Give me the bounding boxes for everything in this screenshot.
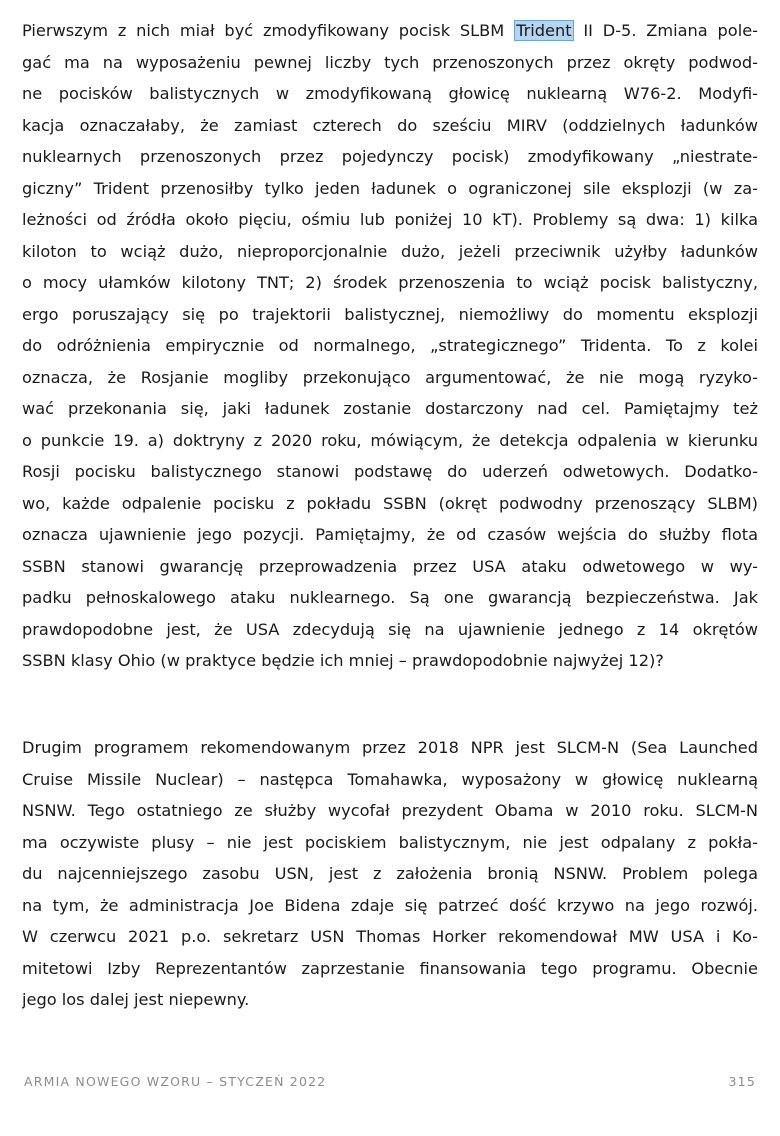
- text-run: II D-5. Zmiana pole-: [573, 21, 758, 40]
- text-line: giczny” Trident przenosiłby tylko jeden ładunek o ograniczonej sile eksplozji (w za-: [22, 178, 758, 198]
- text-line: Drugim programem rekomendowanym przez 2018 NPR jest SLCM-N (Sea Launched: [22, 738, 758, 757]
- text-line: SSBN stanowi gwarancję przeprowadzenia przez USA ataku odwetowego w wy-: [22, 556, 758, 576]
- text-line: leżności od źródła około pięciu, ośmiu lub poniżej 10 kT). Problemy są dwa: 1) kilka: [22, 210, 758, 229]
- text-line: ne pocisków balistycznych w zmodyfikowaną głowicę nuklearną W76-2. Modyfi-: [22, 84, 758, 103]
- paragraph-2: [22, 732, 758, 1016]
- text-line: ma oczywiste plusy – nie jest pociskiem balistycznym, nie jest odpalany z pokła-: [22, 832, 758, 852]
- text-line: o punkcie 19. a) doktryny z 2020 roku, mówiącym, że detekcja odpalenia w kierunku: [22, 430, 758, 450]
- text-line: prawdopodobne jest, że USA zdecydują się na ujawnienie jednego z 14 okrętów: [22, 619, 758, 639]
- text-line: wać przekonania się, jaki ładunek zostanie dostarczony nad cel. Pamiętajmy też: [22, 399, 758, 418]
- text-line: Cruise Missile Nuclear) – następca Tomahawka, wyposażony w głowicę nuklearną: [22, 769, 758, 789]
- paragraph-1: [22, 15, 758, 677]
- text-line: gać ma na wyposażeniu pewnej liczby tych przenoszonych przez okręty podwod-: [22, 52, 758, 72]
- text-line: do odróżnienia empirycznie od normalnego, „strategicznego” Tridenta. To z kolei: [22, 336, 758, 355]
- text-line: nuklearnych przenoszonych przez pojedynczy pocisk) zmodyfikowany „niestrate-: [22, 147, 758, 166]
- text-line: kacja oznaczałaby, że zamiast czterech do sześciu MIRV (oddzielnych ładunków: [22, 115, 758, 135]
- text-line: padku pełnoskalowego ataku nuklearnego. Są one gwarancją bezpieczeństwa. Jak: [22, 588, 758, 607]
- text-line: oznacza ujawnienie jego pozycji. Pamiętajmy, że od czasów wejścia do służby flota: [22, 525, 758, 544]
- footer-publication: ARMIA NOWEGO WZORU – STYCZEŃ 2022: [24, 1074, 327, 1089]
- text-line-last: jego los dalej jest niepewny.: [22, 990, 250, 1009]
- page-footer: [24, 1074, 756, 1089]
- text-line: ergo poruszający się po trajektorii balistycznej, niemożliwy do momentu eksplozji: [22, 304, 758, 324]
- text-line: na tym, że administracja Joe Bidena zdaje się patrzeć dość krzywo na jego rozwój.: [22, 895, 758, 915]
- selected-word-highlight[interactable]: Trident: [516, 21, 572, 40]
- page-number: 315: [728, 1074, 756, 1089]
- text-line: oznacza, że Rosjanie mogliby przekonująco argumentować, że nie mogą ryzyko-: [22, 367, 758, 387]
- text-line: du najcenniejszego zasobu USN, jest z założenia bronią NSNW. Problem polega: [22, 864, 758, 883]
- text-line: o mocy ułamków kilotony TNT; 2) środek przenoszenia to wciąż pocisk balistyczny,: [22, 273, 758, 292]
- text-line: Rosji pocisku balistycznego stanowi podstawę do uderzeń odwetowych. Dodatko-: [22, 462, 758, 481]
- text-line: [22, 15, 758, 47]
- text-line-last: SSBN klasy Ohio (w praktyce będzie ich mniej – prawdopodobnie najwyżej 12)?: [22, 651, 664, 670]
- text-line: kiloton to wciąż dużo, nieproporcjonalnie dużo, jeżeli przeciwnik użyłby ładunków: [22, 241, 758, 261]
- text-line: NSNW. Tego ostatniego ze służby wycofał prezydent Obama w 2010 roku. SLCM-N: [22, 801, 758, 820]
- text-line: wo, każde odpalenie pocisku z pokładu SSBN (okręt podwodny przenoszący SLBM): [22, 493, 758, 513]
- text-run: Pierwszym z nich miał być zmodyfikowany pocisk SLBM: [22, 21, 515, 40]
- text-line: mitetowi Izby Reprezentantów zaprzestanie finansowania tego programu. Obecnie: [22, 958, 758, 978]
- text-line: W czerwcu 2021 p.o. sekretarz USN Thomas Horker rekomendował MW USA i Ko-: [22, 927, 758, 946]
